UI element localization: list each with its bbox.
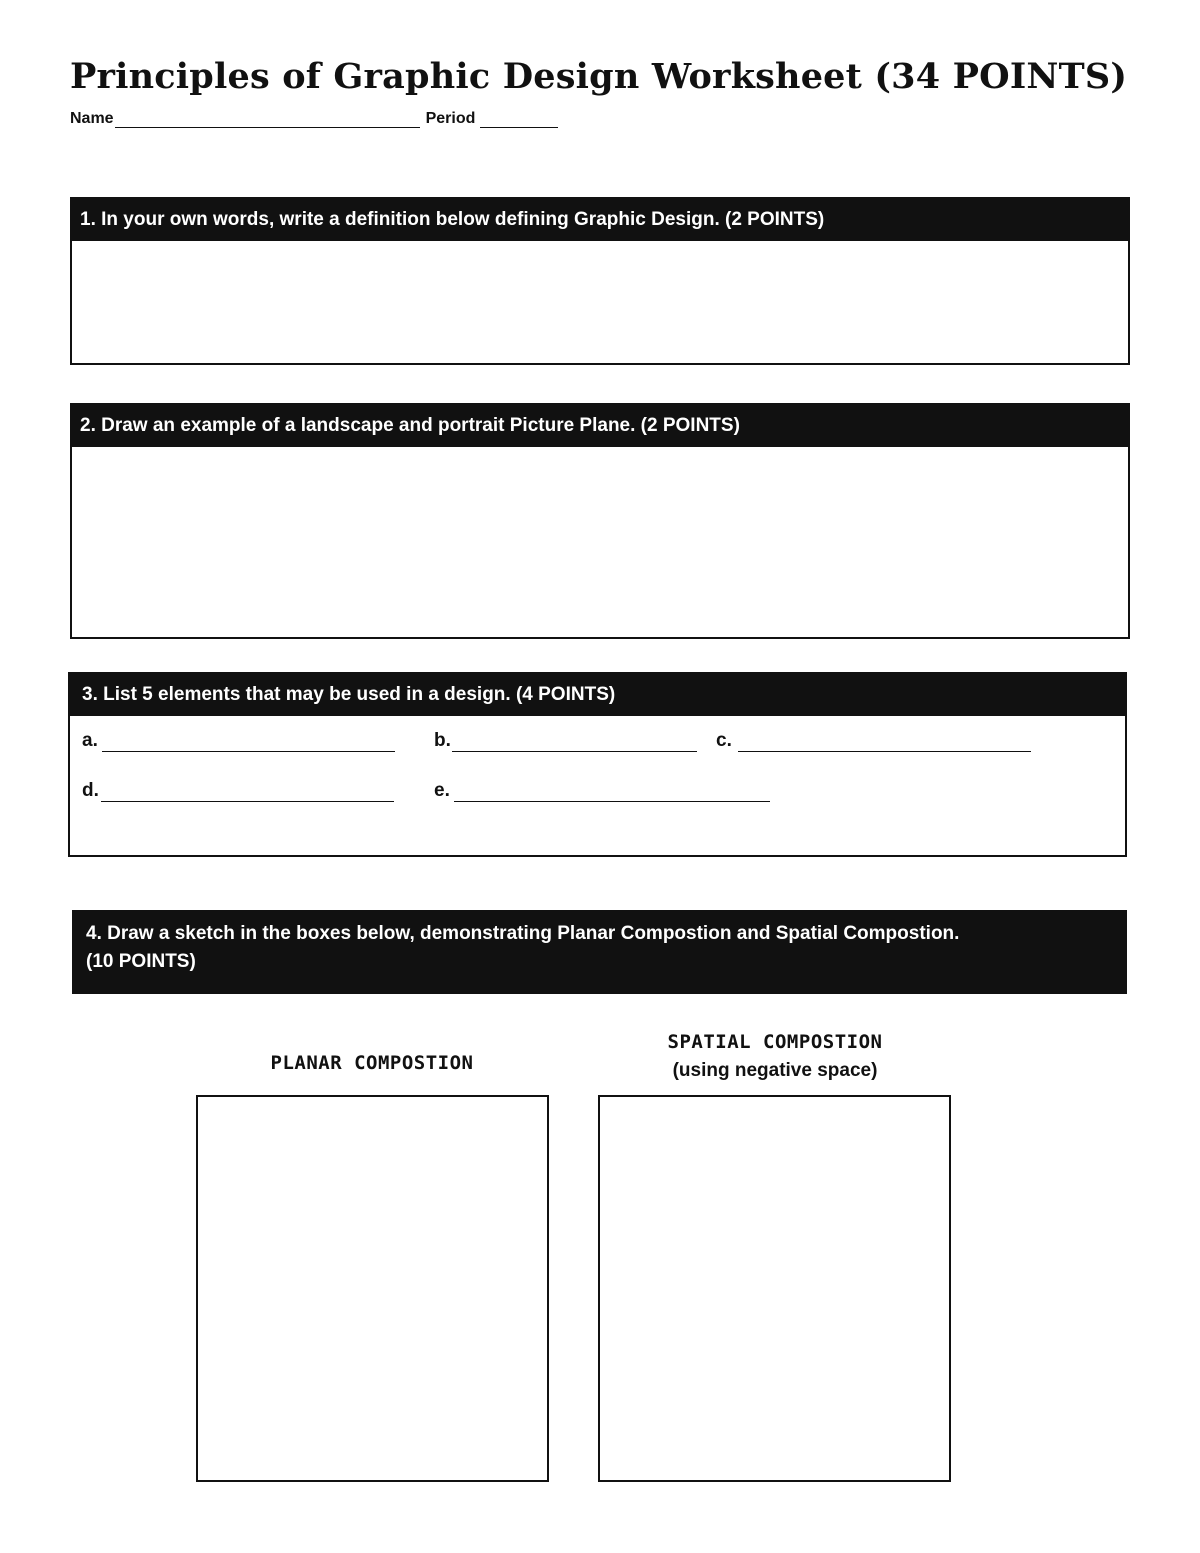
question-3-section	[68, 672, 1127, 857]
planar-composition-label: PLANAR COMPOSTION	[270, 1052, 474, 1074]
item-e-field[interactable]	[454, 785, 770, 802]
spatial-composition-box[interactable]	[598, 1095, 951, 1482]
question-1-prompt: 1. In your own words, write a definition below defining Graphic Design. (2 POINTS)	[72, 199, 1128, 241]
question-2-drawing-area[interactable]	[72, 447, 1128, 637]
item-a-label: a.	[82, 730, 98, 751]
element-item-a	[82, 730, 395, 752]
item-d-label: d.	[82, 780, 99, 801]
item-c-label: c.	[716, 730, 732, 751]
element-item-d	[82, 780, 394, 802]
name-period-row	[70, 110, 558, 128]
question-4-prompt	[72, 910, 1127, 994]
name-label: Name	[70, 110, 114, 127]
item-b-field[interactable]	[452, 735, 697, 752]
period-label: Period	[425, 110, 476, 127]
question-1-section	[70, 197, 1130, 365]
item-d-field[interactable]	[101, 785, 394, 802]
item-a-field[interactable]	[102, 735, 395, 752]
question-4-prompt-line-1: 4. Draw a sketch in the boxes below, demonstrating Planar Compostion and Spatial Compostion.	[86, 923, 960, 944]
question-2-prompt: 2. Draw an example of a landscape and portrait Picture Plane. (2 POINTS)	[72, 405, 1128, 447]
item-e-label: e.	[434, 780, 450, 801]
worksheet-title: Principles of Graphic Design Worksheet (34 POINTS)	[70, 56, 1128, 97]
spatial-composition-sublabel: (using negative space)	[672, 1060, 878, 1081]
item-b-label: b.	[434, 730, 451, 751]
element-item-c	[716, 730, 1031, 752]
name-field[interactable]	[115, 113, 420, 128]
planar-composition-box[interactable]	[196, 1095, 549, 1482]
spatial-composition-label: SPATIAL COMPOSTION	[667, 1031, 883, 1053]
question-3-prompt: 3. List 5 elements that may be used in a design. (4 POINTS)	[70, 674, 1125, 716]
element-item-b	[434, 730, 697, 752]
element-item-e	[434, 780, 770, 802]
question-4-prompt-line-2: (10 POINTS)	[86, 951, 196, 972]
question-2-section	[70, 403, 1130, 639]
question-1-answer-area[interactable]	[72, 241, 1128, 363]
period-field[interactable]	[480, 113, 558, 128]
item-c-field[interactable]	[738, 735, 1031, 752]
